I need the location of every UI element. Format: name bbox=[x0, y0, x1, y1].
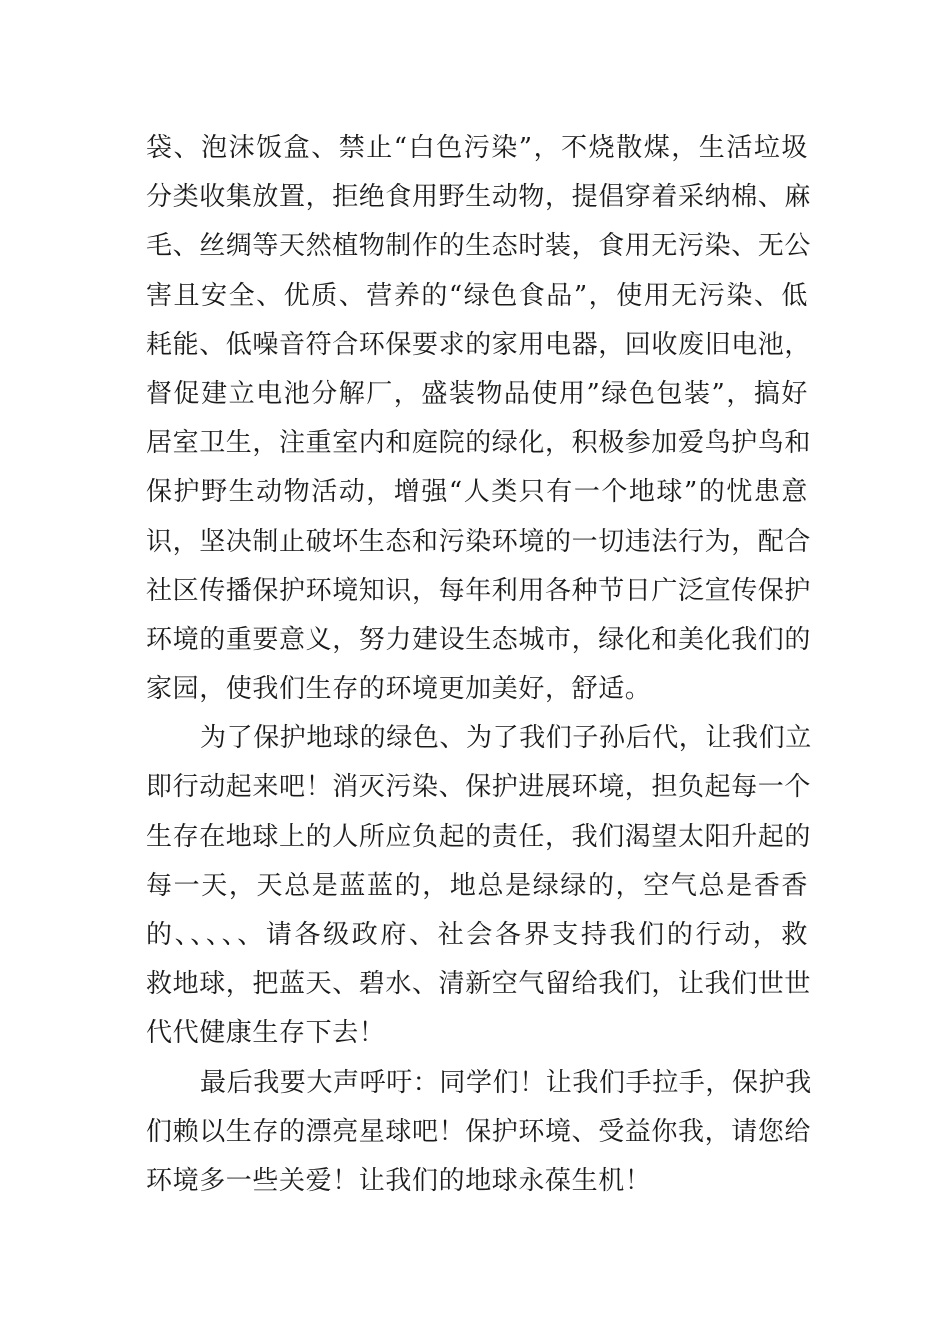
paragraph-2 bbox=[146, 714, 812, 1058]
text-line: 保护野生动物活动，增强“人类只有一个地球”的忧患意 bbox=[146, 477, 808, 508]
text-line: 督促建立电池分解厂，盛装物品使用”绿色包装”，搞好 bbox=[146, 378, 808, 409]
text-line: 环境多一些关爱！让我们的地球永葆生机！ bbox=[146, 1165, 652, 1196]
text-line: 家园，使我们生存的环境更加美好，舒适。 bbox=[146, 674, 652, 705]
document-body bbox=[146, 124, 812, 1206]
text-line: 为了保护地球的绿色、为了我们子孙后代，让我们立 bbox=[200, 723, 812, 754]
text-line: 袋、泡沫饭盒、禁止“白色污染”，不烧散煤，生活垃圾 bbox=[146, 133, 808, 163]
text-line: 社区传播保护环境知识，每年利用各种节日广泛宣传保护 bbox=[146, 575, 812, 606]
text-line: 即行动起来吧！消灭污染、保护进展环境，担负起每一个 bbox=[146, 772, 812, 803]
text-line: 们赖以生存的漂亮星球吧！保护环境、受益你我，请您给 bbox=[146, 1116, 812, 1147]
text-line: 每一天，天总是蓝蓝的，地总是绿绿的，空气总是香香 bbox=[146, 870, 808, 901]
paragraph-1 bbox=[146, 124, 812, 714]
paragraph-3 bbox=[146, 1059, 812, 1207]
text-line: 的、、、、、请各级政府、社会各界支持我们的行动，救 bbox=[146, 920, 808, 950]
text-line: 代代健康生存下去！ bbox=[146, 1018, 386, 1049]
text-line: 救地球，把蓝天、碧水、清新空气留给我们，让我们世世 bbox=[146, 969, 812, 1000]
text-line: 生存在地球上的人所应负起的责任，我们渴望太阳升起的 bbox=[146, 821, 812, 852]
text-line: 居室卫生，注重室内和庭院的绿化，积极参加爱鸟护鸟和 bbox=[146, 428, 812, 459]
text-line: 环境的重要意义，努力建设生态城市，绿化和美化我们的 bbox=[146, 624, 812, 655]
text-line: 分类收集放置，拒绝食用野生动物，提倡穿着采纳棉、麻 bbox=[146, 182, 812, 213]
text-line: 耗能、低噪音符合环保要求的家用电器，回收废旧电池， bbox=[146, 329, 812, 360]
text-line: 害且安全、优质、营养的“绿色食品”，使用无污染、低 bbox=[146, 280, 808, 311]
text-line: 毛、丝绸等天然植物制作的生态时装，食用无污染、无公 bbox=[146, 231, 812, 262]
text-line: 识，坚决制止破坏生态和污染环境的一切违法行为，配合 bbox=[146, 526, 812, 557]
text-line: 最后我要大声呼吁：同学们！让我们手拉手，保护我 bbox=[200, 1067, 812, 1098]
